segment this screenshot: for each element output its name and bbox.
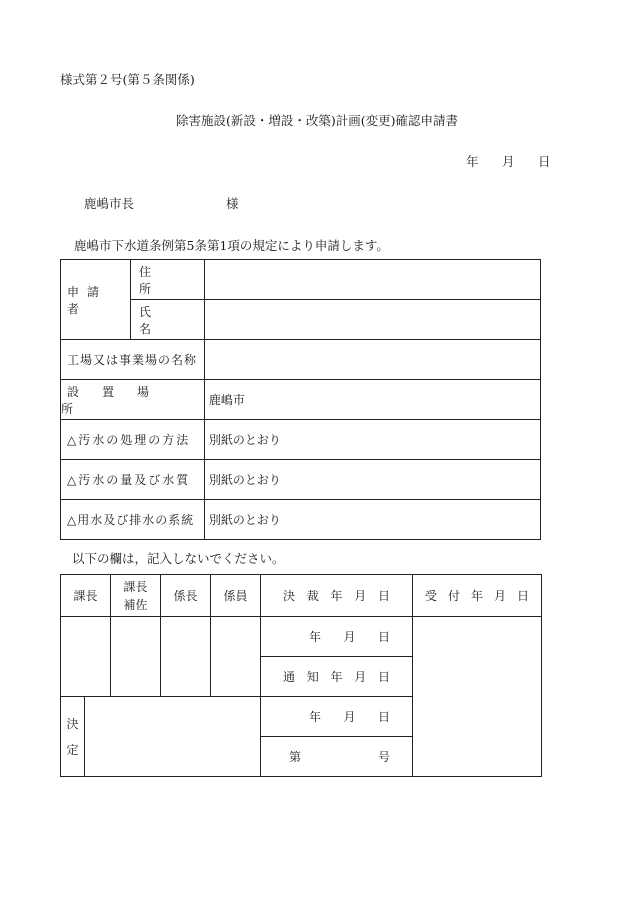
date-day: 日 (538, 154, 551, 169)
row-label-cell (61, 380, 205, 420)
form-title: 除害施設(新設・増設・改築)計画(変更)確認申請書 (176, 113, 459, 128)
received-date-header: 受 付 年 月 日 (413, 575, 542, 617)
stamp-deputy-chief[interactable] (111, 617, 161, 697)
col-section-chief: 課長 (61, 575, 111, 617)
volume-quality-value[interactable]: 別紙のとおり (204, 460, 540, 500)
row-label-cell (61, 460, 205, 500)
applicant-label-cell (61, 260, 131, 340)
applicant-label: 申請者 (67, 284, 108, 316)
decision-label-1: 決 (66, 716, 79, 731)
treatment-method-value[interactable]: 別紙のとおり (204, 420, 540, 460)
decision-date-header: 決 裁 年 月 日 (261, 575, 413, 617)
location-value[interactable]: 鹿嶋市 (204, 380, 540, 420)
treatment-method-label: △汚水の処理の方法 (67, 433, 191, 447)
addressee-mayor: 鹿嶋市長 (84, 196, 135, 211)
water-system-label: △用水及び排水の系統 (67, 513, 195, 527)
received-stamp-area[interactable] (413, 617, 542, 777)
name-label-cell (130, 300, 204, 340)
date-month: 月 (502, 154, 515, 169)
decision-content[interactable] (85, 697, 261, 777)
decision-label-cell (61, 697, 85, 777)
volume-quality-label: △汚水の量及び水質 (67, 473, 191, 487)
intro-text: 鹿嶋市下水道条例第5条第1項の規定により申請します。 (74, 238, 389, 253)
notice-date-header: 通 知 年 月 日 (261, 657, 413, 697)
row-label-cell (61, 420, 205, 460)
form-number: 様式第２号(第５条関係) (60, 72, 195, 87)
decision-label-2: 定 (66, 742, 79, 757)
location-label: 設置場所 (61, 384, 173, 416)
application-table (60, 259, 541, 540)
name-label: 氏名 (138, 304, 187, 336)
address-label-cell (130, 260, 204, 300)
name-value[interactable] (204, 300, 540, 340)
stamp-subsection-chief[interactable] (161, 617, 211, 697)
notice-date-value[interactable]: 年 月 日 (261, 697, 413, 737)
addressee-suffix: 様 (226, 196, 239, 211)
col-staff: 係員 (211, 575, 261, 617)
factory-name-value[interactable] (204, 340, 540, 380)
address-value[interactable] (204, 260, 540, 300)
address-label: 住所 (138, 264, 187, 296)
notice-number[interactable]: 第 号 (261, 737, 413, 777)
row-label-cell (61, 340, 205, 380)
office-use-note: 以下の欄は，記入しないでください。 (72, 551, 285, 566)
stamp-staff[interactable] (211, 617, 261, 697)
row-label-cell (61, 500, 205, 540)
water-system-value[interactable]: 別紙のとおり (204, 500, 540, 540)
office-use-grid (60, 574, 542, 777)
date-year: 年 (466, 154, 479, 169)
decision-date-value[interactable]: 年 月 日 (261, 617, 413, 657)
col-subsection-chief: 係長 (161, 575, 211, 617)
col-deputy-chief: 課長 補佐 (111, 575, 161, 617)
stamp-section-chief[interactable] (61, 617, 111, 697)
factory-name-label: 工場又は事業場の名称 (67, 353, 198, 367)
